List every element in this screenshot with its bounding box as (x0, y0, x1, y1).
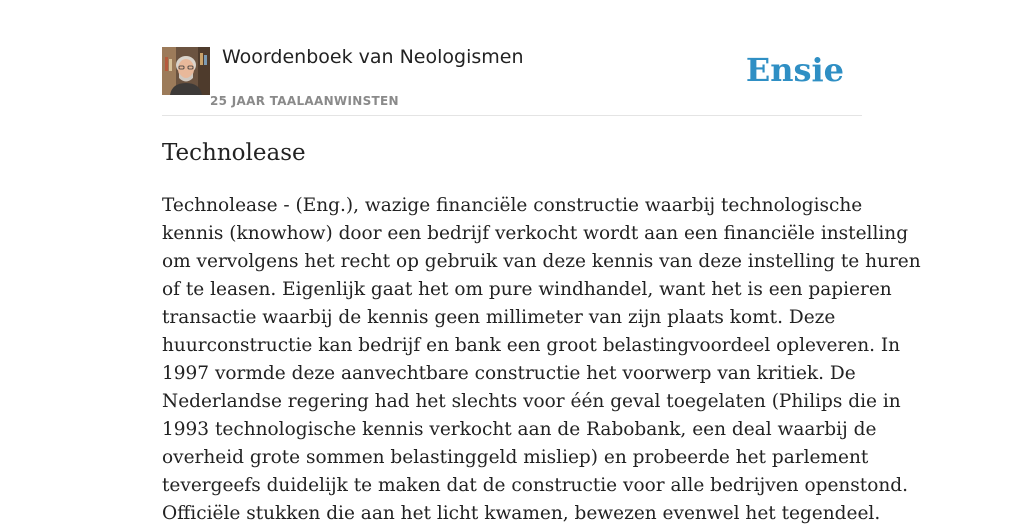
article-body-line: overheid grote sommen belastinggeld misliep) en probeerde het parlement (162, 447, 869, 468)
article-body-line: Technolease - (Eng.), wazige financiële constructie waarbij technologische (162, 195, 863, 216)
site-subtitle: 25 JAAR TAALAANWINSTEN (210, 94, 399, 108)
article-body-line: 1997 vormde deze aanvechtbare constructie het voorwerp van kritiek. De (162, 363, 856, 384)
article-body-line: transactie waarbij de kennis geen millimeter van zijn plaats komt. Deze (162, 307, 836, 328)
article-body-line: kennis (knowhow) door een bedrijf verkocht wordt aan een financiële instelling (162, 223, 909, 244)
article-body-line: Nederlandse regering had het slechts voor één geval toegelaten (Philips die in (162, 391, 901, 412)
header-divider (162, 115, 862, 116)
article-body-line: om vervolgens het recht op gebruik van deze kennis van deze instelling te huren (162, 251, 921, 272)
article-body (162, 192, 921, 528)
avatar[interactable] (162, 47, 210, 95)
article-title: Technolease (162, 140, 306, 166)
brand-logo[interactable]: Ensie (745, 51, 844, 89)
header (162, 45, 862, 115)
author-portrait-icon (162, 47, 210, 95)
site-title[interactable]: Woordenboek van Neologismen (222, 46, 524, 68)
article-body-line: 1993 technologische kennis verkocht aan de Rabobank, een deal waarbij de (162, 419, 877, 440)
article-body-line: of te leasen. Eigenlijk gaat het om pure windhandel, want het is een papieren (162, 279, 892, 300)
article-body-line: huurconstructie kan bedrijf en bank een groot belastingvoordeel opleveren. In (162, 335, 901, 356)
article-body-line: tevergeefs duidelijk te maken dat de constructie voor alle bedrijven openstond. (162, 475, 909, 496)
article-body-line: Officiële stukken die aan het licht kwamen, bewezen evenwel het tegendeel. (162, 503, 881, 524)
